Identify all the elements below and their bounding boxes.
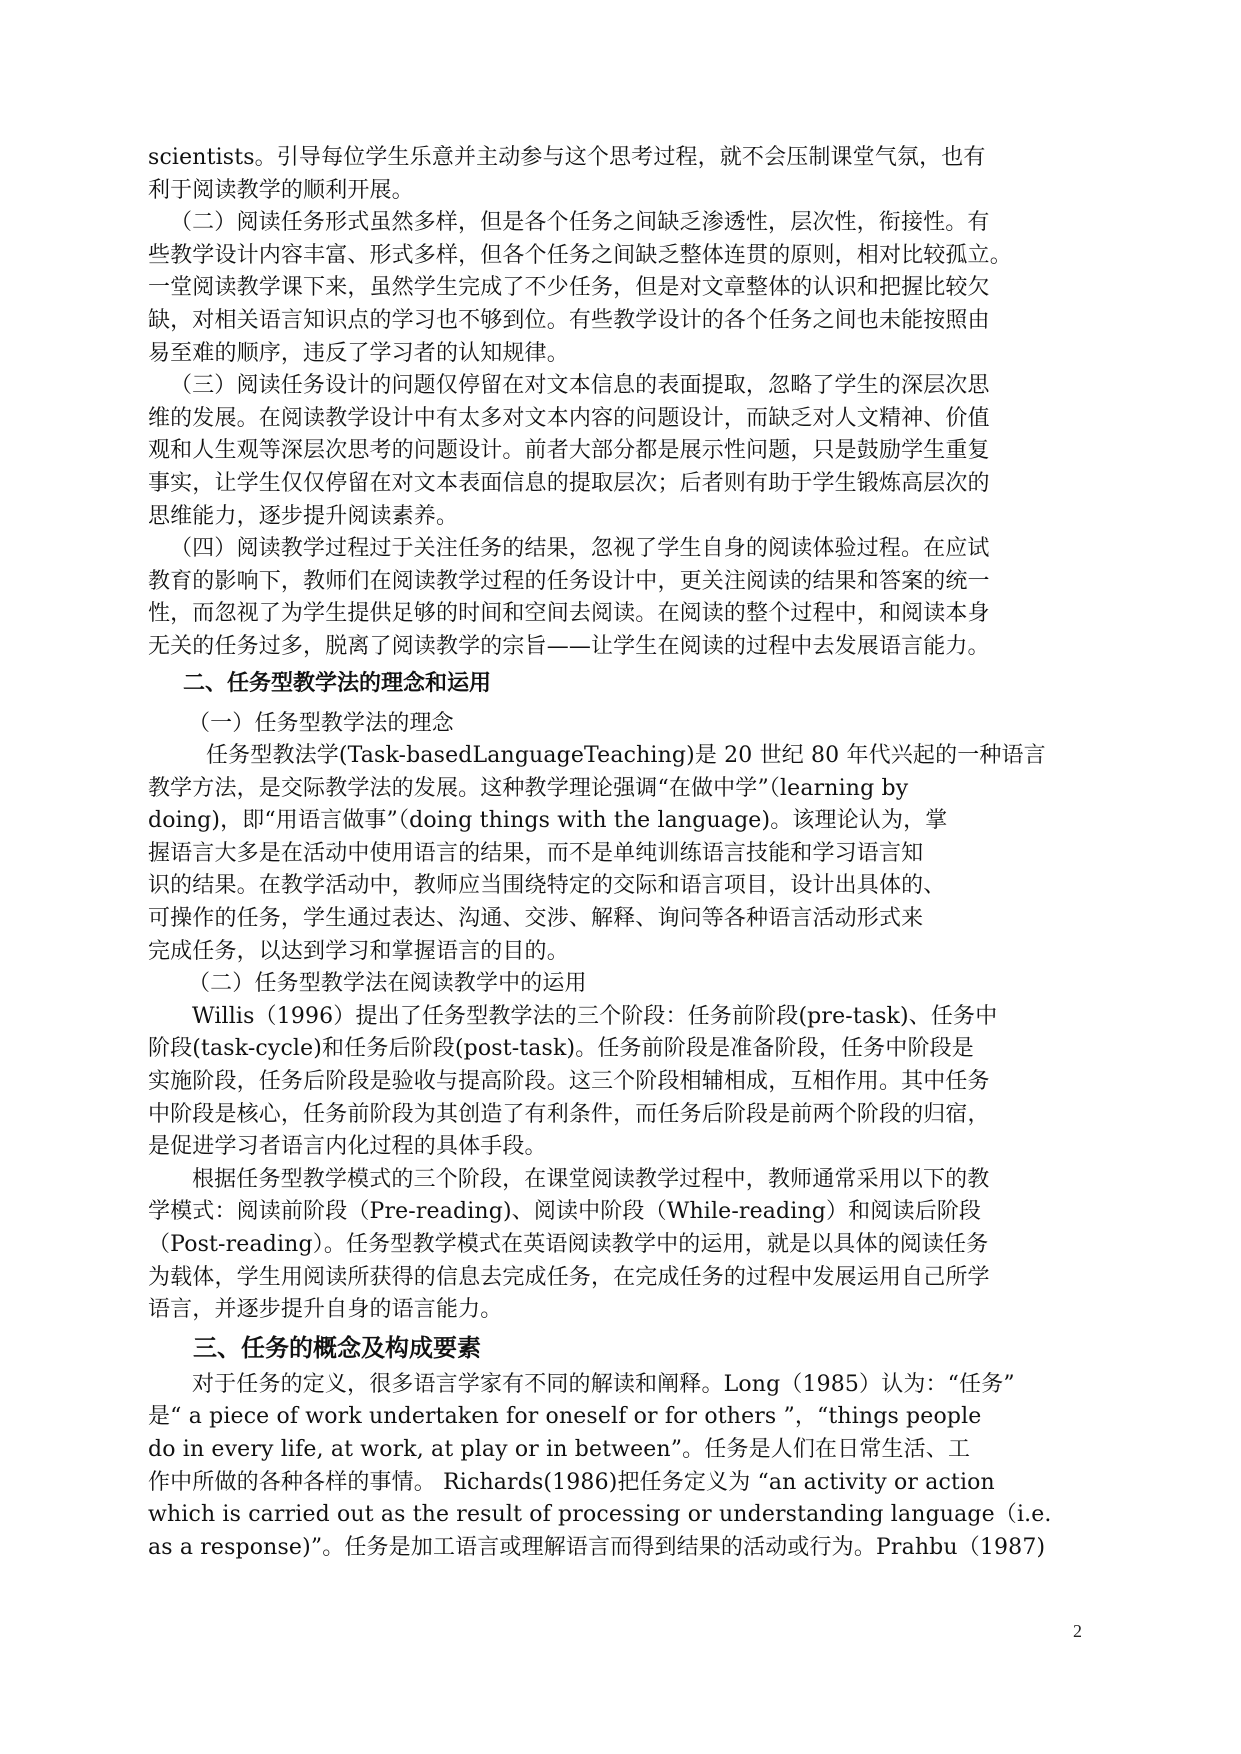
text-line: 握语言大多是在活动中使用语言的结果，而不是单纯训练语言技能和学习语言知 <box>148 840 924 866</box>
paragraph-4 <box>148 533 1108 663</box>
paragraph-2 <box>148 207 1108 370</box>
text-line: Willis（1996）提出了任务型教学法的三个阶段：任务前阶段(pre-task)、任务中 <box>192 1003 998 1029</box>
text-line: 实施阶段，任务后阶段是验收与提高阶段。这三个阶段相辅相成，互相作用。其中任务 <box>148 1069 990 1095</box>
text-line: 根据任务型教学模式的三个阶段，在课堂阅读教学过程中，教师通常采用以下的教 <box>192 1166 990 1192</box>
text-line: as a response)”。任务是加工语言或理解语言而得到结果的活动或行为。Prahbu（1987) <box>148 1534 1046 1560</box>
text-line: doing)，即“用语言做事”（doing things with the language)。该理论认为，掌 <box>148 808 948 834</box>
text-line: 完成任务，以达到学习和掌握语言的目的。 <box>148 938 569 964</box>
text-line: （二）阅读任务形式虽然多样，但是各个任务之间缺乏渗透性，层次性，衔接性。有 <box>170 210 990 236</box>
text-line: 是促进学习者语言内化过程的具体手段。 <box>148 1134 547 1160</box>
text-line: 作中所做的各种各样的事情。 Richards(1986)把任务定义为 “an activity or action <box>148 1469 995 1495</box>
text-line: 是“ a piece of work undertaken for oneself or for others ”，“things people <box>148 1404 982 1430</box>
subsection-heading-2: （二）任务型教学法在阅读教学中的运用 <box>188 971 587 997</box>
text-line: 一堂阅读教学课下来，虽然学生完成了不少任务，但是对文章整体的认识和把握比较欠 <box>148 275 990 301</box>
paragraph-1 <box>148 142 1108 207</box>
page-number: 2 <box>1073 1621 1082 1641</box>
text-line: 事实，让学生仅仅停留在对文本表面信息的提取层次；后者则有助于学生锻炼高层次的 <box>148 470 990 496</box>
text-line: 任务型教法学(Task-basedLanguageTeaching)是 20 世纪 80 年代兴起的一种语言 <box>206 743 1046 769</box>
text-line: （四）阅读教学过程过于关注任务的结果，忽视了学生自身的阅读体验过程。在应试 <box>170 536 990 562</box>
text-line: 性，而忽视了为学生提供足够的时间和空间去阅读。在阅读的整个过程中，和阅读本身 <box>148 601 990 627</box>
text-line: 缺，对相关语言知识点的学习也不够到位。有些教学设计的各个任务之间也未能按照由 <box>148 307 990 333</box>
paragraph-5 <box>148 740 1108 968</box>
text-line: 观和人生观等深层次思考的问题设计。前者大部分都是展示性问题，只是鼓励学生重复 <box>148 438 990 464</box>
section-heading-2: 二、任务型教学法的理念和运用 <box>183 670 492 696</box>
text-line: 中阶段是核心，任务前阶段为其创造了有利条件，而任务后阶段是前两个阶段的归宿， <box>148 1101 990 1127</box>
paragraph-8 <box>148 1369 1108 1565</box>
text-line: 维的发展。在阅读教学设计中有太多对文本内容的问题设计，而缺乏对人文精神、价值 <box>148 405 990 431</box>
section-heading-3: 三、任务的概念及构成要素 <box>193 1333 481 1362</box>
text-line: 为载体，学生用阅读所获得的信息去完成任务，在完成任务的过程中发展运用自己所学 <box>148 1264 990 1290</box>
text-line: scientists。引导每位学生乐意并主动参与这个思考过程，就不会压制课堂气氛，也有 <box>148 145 986 170</box>
text-line: 语言，并逐步提升自身的语言能力。 <box>148 1297 503 1323</box>
text-line: 教育的影响下，教师们在阅读教学过程的任务设计中，更关注阅读的结果和答案的统一 <box>148 568 990 594</box>
text-line: 对于任务的定义，很多语言学家有不同的解读和阐释。Long（1985）认为：“任务” <box>192 1371 1015 1397</box>
paragraph-7 <box>148 1164 1108 1327</box>
text-line: （Post-reading）。任务型教学模式在英语阅读教学中的运用，就是以具体的阅读任务 <box>148 1232 989 1257</box>
text-line: 学模式：阅读前阶段（Pre-reading)、阅读中阶段（While-reading）和阅读后阶段 <box>148 1199 982 1225</box>
subsection-heading-1: （一）任务型教学法的理念 <box>188 710 454 736</box>
text-line: 些教学设计内容丰富、形式多样，但各个任务之间缺乏整体连贯的原则，相对比较孤立。 <box>148 242 1012 268</box>
text-line: （三）阅读任务设计的问题仅停留在对文本信息的表面提取，忽略了学生的深层次思 <box>170 373 990 399</box>
text-line: 识的结果。在教学活动中，教师应当围绕特定的交际和语言项目，设计出具体的、 <box>148 873 946 899</box>
paragraph-6 <box>148 1001 1108 1164</box>
text-line: 教学方法，是交际教学法的发展。这种教学理论强调“在做中学”（learning by <box>148 775 909 801</box>
text-line: 利于阅读教学的顺利开展。 <box>148 177 414 203</box>
paragraph-3 <box>148 370 1108 533</box>
text-line: 可操作的任务，学生通过表达、沟通、交涉、解释、询问等各种语言活动形式来 <box>148 906 924 932</box>
text-line: 无关的任务过多，脱离了阅读教学的宗旨——让学生在阅读的过程中去发展语言能力。 <box>148 633 990 659</box>
text-line: 易至难的顺序，违反了学习者的认知规律。 <box>148 340 569 366</box>
text-line: do in every life, at work, at play or in between”。任务是人们在日常生活、工 <box>148 1436 971 1462</box>
document-body <box>148 142 1108 1564</box>
text-line: 阶段(task-cycle)和任务后阶段(post-task)。任务前阶段是准备阶段，任务中阶段是 <box>148 1036 974 1062</box>
text-line: 思维能力，逐步提升阅读素养。 <box>148 503 459 529</box>
text-line: which is carried out as the result of processing or understanding language（i.e. <box>148 1502 1052 1528</box>
